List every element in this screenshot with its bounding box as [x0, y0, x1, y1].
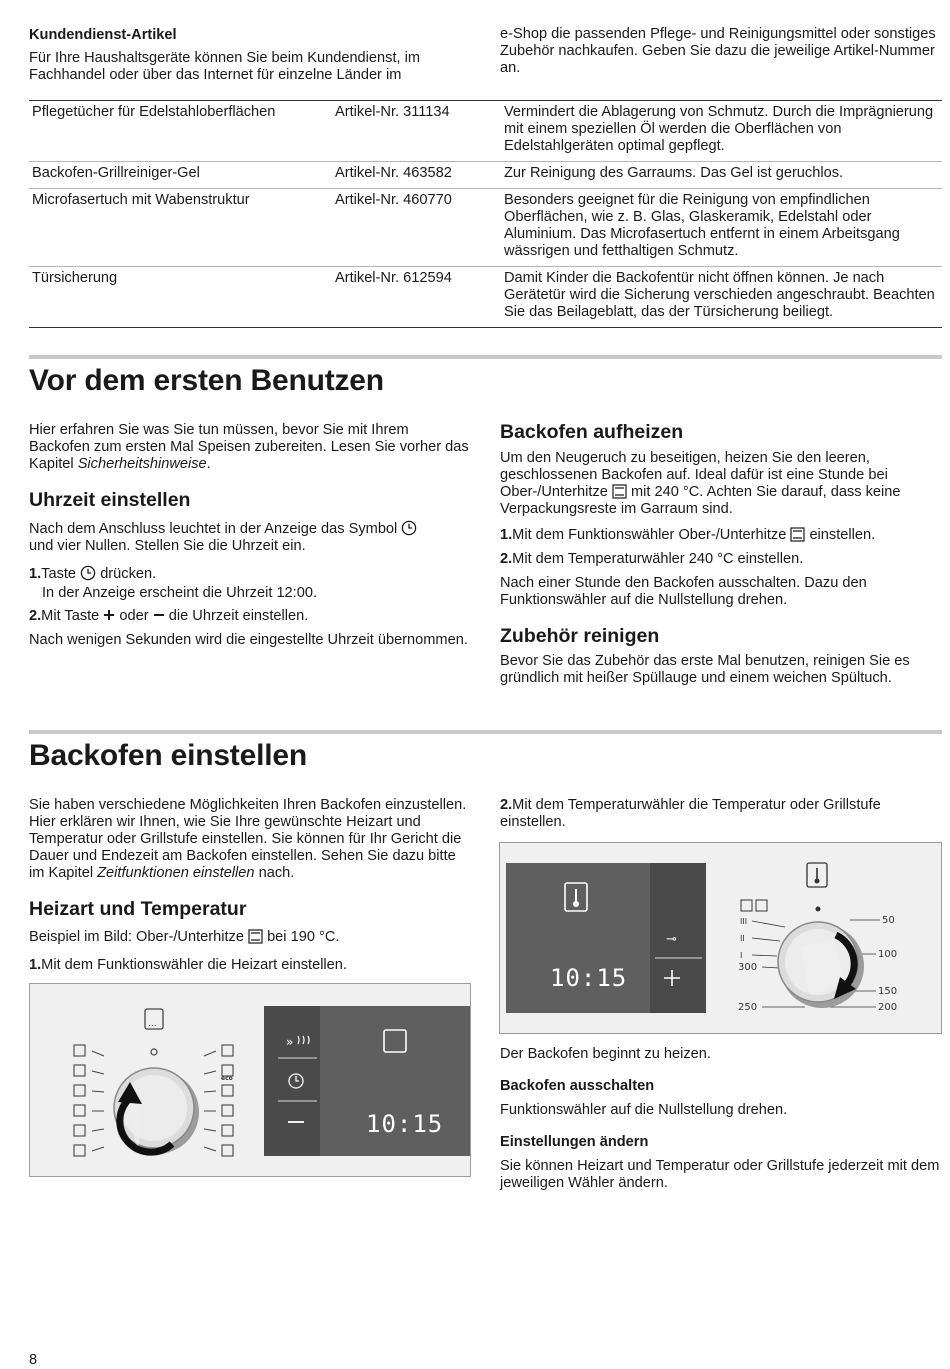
- accessories-intro-left: Für Ihre Haushaltsgeräte können Sie beim Kundendienst, im Fachhandel oder über das Internet für einzelne Länder im: [29, 50, 421, 83]
- preheat-step-1: 1.Mit dem Funktionswähler Ober-/Unterhitze einstellen.: [500, 527, 876, 543]
- eco-label: eco: [221, 1075, 233, 1082]
- clock-heading: Uhrzeit einstellen: [29, 489, 191, 511]
- svg-text:»: »: [286, 1035, 294, 1049]
- temperature-label: 100: [878, 949, 898, 960]
- clock-step-1: 1.Taste drücken.: [29, 566, 157, 582]
- section-title-set-oven: Backofen einstellen: [29, 739, 307, 772]
- article-description: Damit Kinder die Backofentür nicht öffnen können. Je nach Gerätetür wird die Sicherung verschieden angeschraubt. Beachten Sie das Beilageblatt, das der Türsicherung beiliegt.: [504, 270, 935, 320]
- temperature-label: 300: [738, 962, 758, 973]
- grill-level: I: [740, 951, 743, 960]
- change-settings-heading: Einstellungen ändern: [500, 1134, 649, 1150]
- temperature-label: 200: [878, 1002, 898, 1013]
- clock-step-1-result: In der Anzeige erscheint die Uhrzeit 12:00.: [42, 585, 318, 601]
- temperature-label: 50: [882, 915, 895, 926]
- section-divider: [29, 355, 942, 359]
- set-oven-intro: Sie haben verschiedene Möglichkeiten Ihren Backofen einzustellen. Hier erklären wir Ihnen, wie Sie Ihre gewünschte Heizart und Temperatur oder Grillstufe einstellen. Sie können für Ihr Gericht die Dauer und Endezeit am Backofen einstellen. Sehen Sie dazu bitte im Kapitel Zeitfunktionen einstellen nach.: [29, 797, 467, 881]
- temperature-selector-illustration: [500, 843, 941, 1033]
- svg-text:...: ...: [148, 1019, 157, 1029]
- grill-level: III: [740, 917, 748, 926]
- preheat-heading: Backofen aufheizen: [500, 421, 684, 443]
- switch-off-text: Funktionswähler auf die Nullstellung drehen.: [500, 1102, 788, 1118]
- chapter-reference: Zeitfunktionen einstellen: [97, 865, 255, 881]
- switch-off-heading: Backofen ausschalten: [500, 1078, 655, 1094]
- temperature-step-2: 2.Mit dem Temperaturwähler die Temperatur oder Grillstufe einstellen.: [500, 797, 881, 830]
- clock-icon: [401, 520, 417, 536]
- article-number: Artikel-Nr. 311134: [335, 104, 450, 120]
- preheat-note: Nach einer Stunde den Backofen ausschalten. Dazu den Funktionswähler auf die Nullstellung drehen.: [500, 575, 867, 608]
- clock-icon: [80, 565, 96, 581]
- article-number: Artikel-Nr. 463582: [335, 165, 452, 181]
- article-description: Vermindert die Ablagerung von Schmutz. Durch die Imprägnierung mit einem speziellen Öl werden die Oberflächen von Edelstahlgeräten optimal gepflegt.: [504, 104, 934, 154]
- article-name: Microfasertuch mit Wabenstruktur: [32, 192, 250, 208]
- minus-icon: [153, 609, 165, 621]
- accessories-intro-right: e-Shop die passenden Pflege- und Reinigungsmittel oder sonstiges Zubehör nachkaufen. Geben Sie dazu die jeweilige Artikel-Nummer an.: [500, 26, 936, 76]
- key-icon: ⊸: [666, 932, 677, 947]
- table-row: [29, 189, 942, 267]
- accessories-heading: Kundendienst-Artikel: [29, 27, 177, 43]
- article-number: Artikel-Nr. 460770: [335, 192, 452, 208]
- heating-mode-step-1: 1.Mit dem Funktionswähler die Heizart einstellen.: [29, 957, 347, 973]
- section-divider: [29, 730, 942, 734]
- grill-level: II: [740, 934, 745, 943]
- clock-step-2: 2.Mit Taste oder die Uhrzeit einstellen.: [29, 608, 309, 624]
- table-row: [29, 267, 942, 328]
- function-selector-illustration: [30, 984, 470, 1176]
- heating-starts-text: Der Backofen beginnt zu heizen.: [500, 1046, 711, 1062]
- preheat-step-2: 2.Mit dem Temperaturwähler 240 °C einstellen.: [500, 551, 804, 567]
- article-number: Artikel-Nr. 612594: [335, 270, 452, 286]
- clean-accessories-paragraph: Bevor Sie das Zubehör das erste Mal benutzen, reinigen Sie es gründlich mit heißer Spüllauge und einem weichen Spültuch.: [500, 653, 910, 686]
- top-bottom-heat-icon: [790, 527, 805, 542]
- article-name: Backofen-Grillreiniger-Gel: [32, 165, 200, 181]
- clean-accessories-heading: Zubehör reinigen: [500, 625, 660, 647]
- top-bottom-heat-icon: [248, 929, 263, 944]
- heating-mode-example: Beispiel im Bild: Ober-/Unterhitze bei 190 °C.: [29, 929, 340, 945]
- article-description: Zur Reinigung des Garraums. Das Gel ist geruchlos.: [504, 165, 844, 181]
- function-selector-figure: [29, 983, 471, 1177]
- article-name: Türsicherung: [32, 270, 118, 286]
- temperature-selector-figure: [499, 842, 942, 1034]
- article-description: Besonders geeignet für die Reinigung von empfindlichen Oberflächen, wie z. B. Glas, Glaskeramik, Edelstahl oder Aluminium. Das Microfasertuch entfernt in einem Arbeitsgang wässrigen und fetthaltigen Schmutz.: [504, 192, 900, 259]
- plus-icon: [103, 609, 115, 621]
- top-bottom-heat-icon: [612, 484, 627, 499]
- clock-note: Nach wenigen Sekunden wird die eingestellte Uhrzeit übernommen.: [29, 632, 468, 648]
- clock-paragraph: Nach dem Anschluss leuchtet in der Anzeige das Symbol und vier Nullen. Stellen Sie die Uhrzeit ein.: [29, 520, 471, 555]
- chapter-reference: Sicherheitshinweise: [77, 456, 207, 472]
- article-name: Pflegetücher für Edelstahloberflächen: [32, 104, 276, 120]
- table-row: [29, 162, 942, 189]
- temperature-label: 150: [878, 986, 898, 997]
- table-row: [29, 101, 942, 162]
- heating-mode-heading: Heizart und Temperatur: [29, 898, 247, 920]
- change-settings-text: Sie können Heizart und Temperatur oder Grillstufe jederzeit mit dem jeweiligen Wähler ändern.: [500, 1158, 940, 1191]
- page-number: 8: [29, 1352, 38, 1368]
- first-use-intro: Hier erfahren Sie was Sie tun müssen, bevor Sie mit Ihrem Backofen zum ersten Mal Speisen zubereiten. Lesen Sie vorher das Kapitel Sicherheitshinweise.: [29, 422, 469, 472]
- preheat-paragraph: Um den Neugeruch zu beseitigen, heizen Sie den leeren, geschlossenen Backofen auf. Ideal dafür ist eine Stunde bei Ober-/Unterhitze mit 240 °C. Achten Sie darauf, dass keine Verpackungsreste im Garraum sind.: [500, 450, 901, 517]
- section-title-first-use: Vor dem ersten Benutzen: [29, 364, 384, 397]
- display-time: 10:15: [550, 964, 628, 992]
- accessories-table: [29, 100, 942, 328]
- display-time: 10:15: [366, 1110, 444, 1138]
- temperature-label: 250: [738, 1002, 758, 1013]
